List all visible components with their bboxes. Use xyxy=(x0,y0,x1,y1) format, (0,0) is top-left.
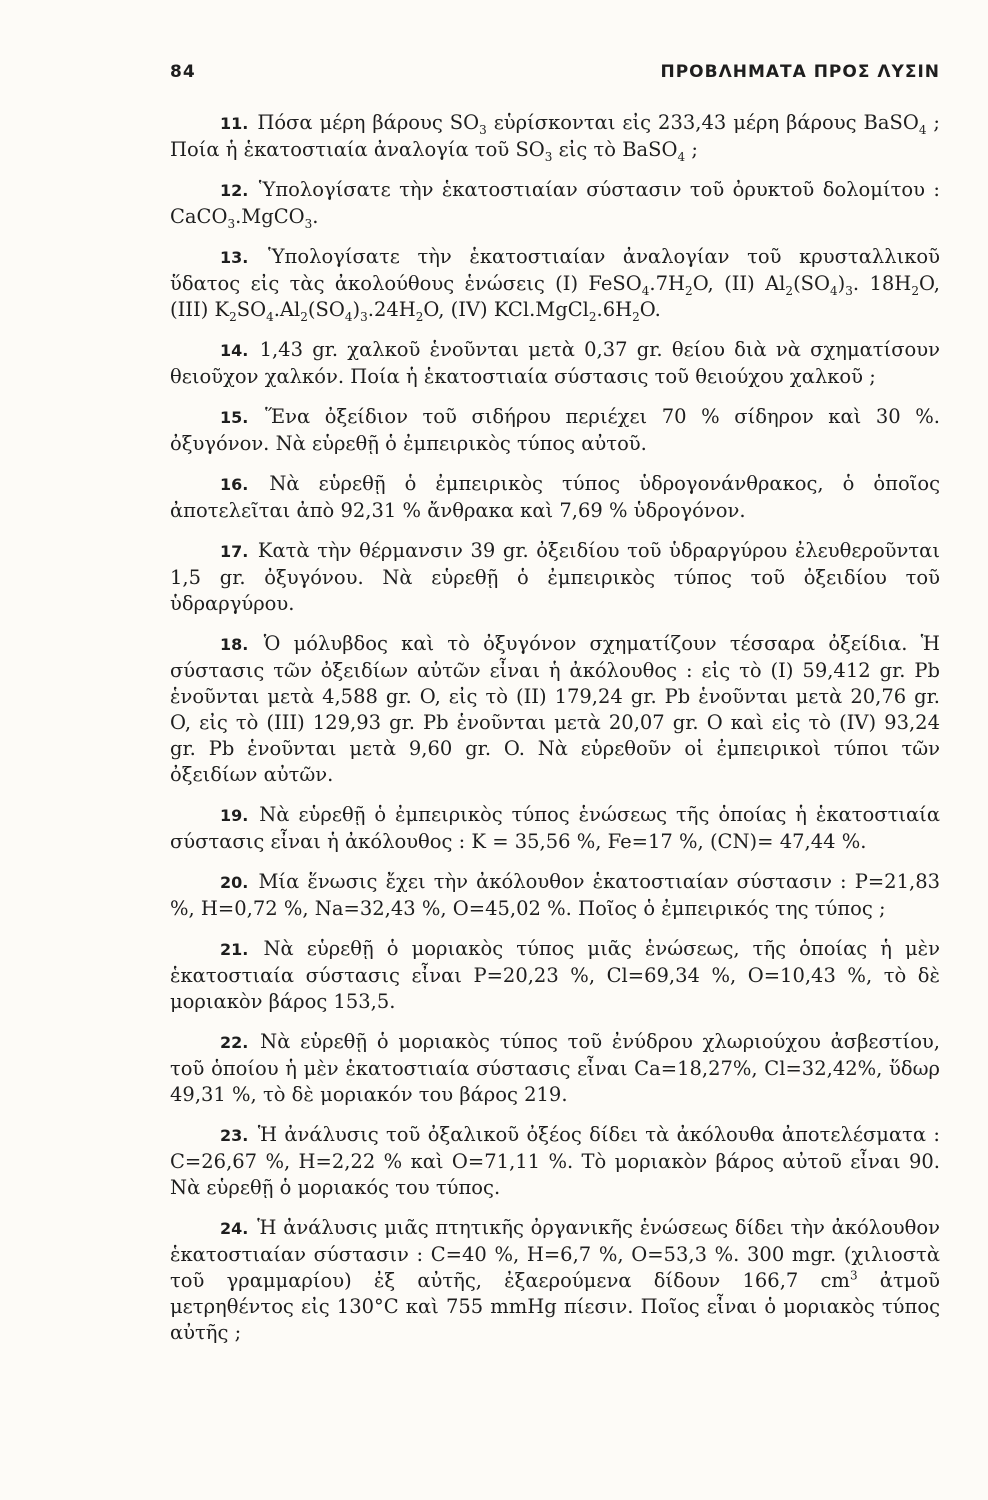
problem-number: 22. xyxy=(220,1033,249,1052)
problem-number: 11. xyxy=(220,114,249,133)
problem-number: 15. xyxy=(220,408,249,427)
problem-number: 23. xyxy=(220,1126,249,1145)
problem-text: Νὰ εὑρεθῇ ὁ μοριακὸς τύπος τοῦ ἐνύδρου χλωριούχου ἀσβεστίου, τοῦ ὁποίου ἡ μὲν ἑκατοστιαία σύστασις εἶναι Ca=18,27%, Cl=32,42%, ὕδωρ 49,31 %, τὸ δὲ μοριακόν του βάρος 219. xyxy=(170,1030,940,1106)
problem-text: Νὰ εὑρεθῇ ὁ μοριακὸς τύπος μιᾶς ἑνώσεως, τῆς ὁποίας ἡ μὲν ἑκατοστιαία σύστασις εἶναι P=20,23 %, Cl=69,34 %, O=10,43 %, τὸ δὲ μοριακὸν βάρος 153,5. xyxy=(170,937,941,1013)
problem-item xyxy=(170,1215,940,1346)
problem-number: 17. xyxy=(220,542,249,561)
problem-number: 24. xyxy=(220,1219,249,1238)
page-number: 84 xyxy=(170,62,196,82)
problem-text: Πόσα μέρη βάρους $SO_3$ εὑρίσκονται εἰς 233,43 μέρη βάρους BaSO$_4$ ; Ποία ἡ ἑκατοστιαία ἀναλογία τοῦ $SO_3$ εἰς τὸ BaSO$_4$ ; xyxy=(170,111,940,164)
running-title: ΠΡΟΒΛΗΜΑΤΑ ΠΡΟΣ ΛΥΣΙΝ xyxy=(660,62,940,82)
problem-number: 21. xyxy=(220,940,249,959)
problem-number: 13. xyxy=(220,248,249,267)
problem-text: Ἡ ἀνάλυσις τοῦ ὀξαλικοῦ ὀξέος δίδει τὰ ἀκόλουθα ἀποτελέσματα : C=26,67 %, H=2,22 % καὶ O=71,11 %. Τὸ μοριακὸν βάρος αὐτοῦ εἶναι 90. Νὰ εὑρεθῇ ὁ μοριακός του τύπος. xyxy=(170,1123,940,1199)
problem-text: Νὰ εὑρεθῇ ὁ ἐμπειρικὸς τύπος ἑνώσεως τῆς ὁποίας ἡ ἑκατοστιαία σύστασις εἶναι ἡ ἀκόλουθος : K = 35,56 %, Fe=17 %, (CN)= 47,44 %. xyxy=(170,803,940,853)
problem-text: Ὁ μόλυβδος καὶ τὸ ὀξυγόνον σχηματίζουν τέσσαρα ὀξείδια. Ἡ σύστασις τῶν ὀξειδίων αὐτῶν εἶναι ἡ ἀκόλουθος : εἰς τὸ (Ι) 59,412 gr. Pb ἑνοῦνται μετὰ 4,588 gr. O, εἰς τὸ (ΙΙ) 179,24 gr. Pb ἑνοῦνται μετὰ 20,76 gr. O, εἰς τὸ (ΙΙΙ) 129,93 gr. Pb ἑνοῦνται μετὰ 20,07 gr. O καὶ εἰς τὸ (IV) 93,24 gr. Pb ἑνοῦνται μετὰ 9,60 gr. O. Νὰ εὑρεθοῦν οἱ ἐμπειρικοὶ τύποι τῶν ὀξειδίων αὐτῶν. xyxy=(170,632,940,786)
problem-text: Ἕνα ὀξείδιον τοῦ σιδήρου περιέχει 70 % σίδηρον καὶ 30 %. ὀξυγόνον. Νὰ εὑρεθῇ ὁ ἐμπειρικὸς τύπος αὐτοῦ. xyxy=(170,405,940,455)
problem-item xyxy=(170,1122,940,1201)
problem-item xyxy=(170,110,940,163)
problem-list xyxy=(170,110,940,1346)
problem-text: Ἡ ἀνάλυσις μιᾶς πτητικῆς ὀργανικῆς ἑνώσεως δίδει τὴν ἀκόλουθον ἑκατοστιαίαν σύστασιν : C=40 %, H=6,7 %, O=53,3 %. 300 mgr. (χιλιοστὰ τοῦ γραμμαρίου) ἐξ αὐτῆς, ἐξαερούμενα δίδουν 166,7 $cm^3$ ἀτμοῦ μετρηθέντος εἰς 130°C καὶ 755 mmHg πίεσιν. Ποῖος εἶναι ὁ μοριακὸς τύπος αὐτῆς ; xyxy=(170,1216,941,1344)
problem-number: 12. xyxy=(220,181,249,200)
problem-text: Ὑπολογίσατε τὴν ἑκατοστιαίαν σύστασιν τοῦ ὀρυκτοῦ δολομίτου : CaCO$_3$.MgCO$_3$. xyxy=(170,178,940,231)
problem-item xyxy=(170,471,940,524)
problem-item xyxy=(170,404,940,457)
problem-text: 1,43 gr. χαλκοῦ ἑνοῦνται μετὰ 0,37 gr. θείου διὰ νὰ σχηματίσουν θειοῦχον χαλκόν. Ποία ἡ ἑκατοστιαία σύστασις τοῦ θειούχου χαλκοῦ ; xyxy=(170,338,940,388)
problem-text: Νὰ εὑρεθῇ ὁ ἐμπειρικὸς τύπος ὑδρογονάνθρακος, ὁ ὁποῖος ἀποτελεῖται ἀπὸ 92,31 % ἄνθρακα καὶ 7,69 % ὑδρογόνον. xyxy=(170,472,940,522)
problem-item xyxy=(170,1029,940,1108)
problem-item xyxy=(170,244,940,323)
problem-item xyxy=(170,538,940,617)
problem-number: 19. xyxy=(220,806,249,825)
problem-item xyxy=(170,936,940,1015)
problem-item xyxy=(170,869,940,922)
problem-number: 18. xyxy=(220,635,249,654)
problem-number: 14. xyxy=(220,341,249,360)
problem-item xyxy=(170,631,940,788)
problem-item xyxy=(170,177,940,230)
problem-text: Μία ἕνωσις ἔχει τὴν ἀκόλουθον ἑκατοστιαίαν σύστασιν : P=21,83 %, H=0,72 %, Na=32,43 %, O=45,02 %. Ποῖος ὁ ἐμπειρικός της τύπος ; xyxy=(170,870,941,920)
problem-item xyxy=(170,802,940,855)
problem-number: 20. xyxy=(220,873,249,892)
problem-text: Ὑπολογίσατε τὴν ἑκατοστιαίαν ἀναλογίαν τοῦ κρυσταλλικοῦ ὕδατος εἰς τὰς ἀκολούθους ἑνώσεις (Ι) $FeSO_4.7H_2O$, (ΙΙ) $Al_2(SO_4)_3$. $18H_2O$, (ΙΙΙ) $K_2SO_4.Al_2(SO_4)_3.24H_2O$, (IV) $KCl.MgCl_2.6H_2O$. xyxy=(170,245,941,324)
problem-number: 16. xyxy=(220,475,249,494)
running-head xyxy=(170,62,940,86)
problem-text: Κατὰ τὴν θέρμανσιν 39 gr. ὀξειδίου τοῦ ὑδραργύρου ἐλευθεροῦνται 1,5 gr. ὀξυγόνου. Νὰ εὑρεθῇ ὁ ἐμπειρικὸς τύπος τοῦ ὀξειδίου τοῦ ὑδραργύρου. xyxy=(170,539,940,615)
problem-item xyxy=(170,337,940,390)
